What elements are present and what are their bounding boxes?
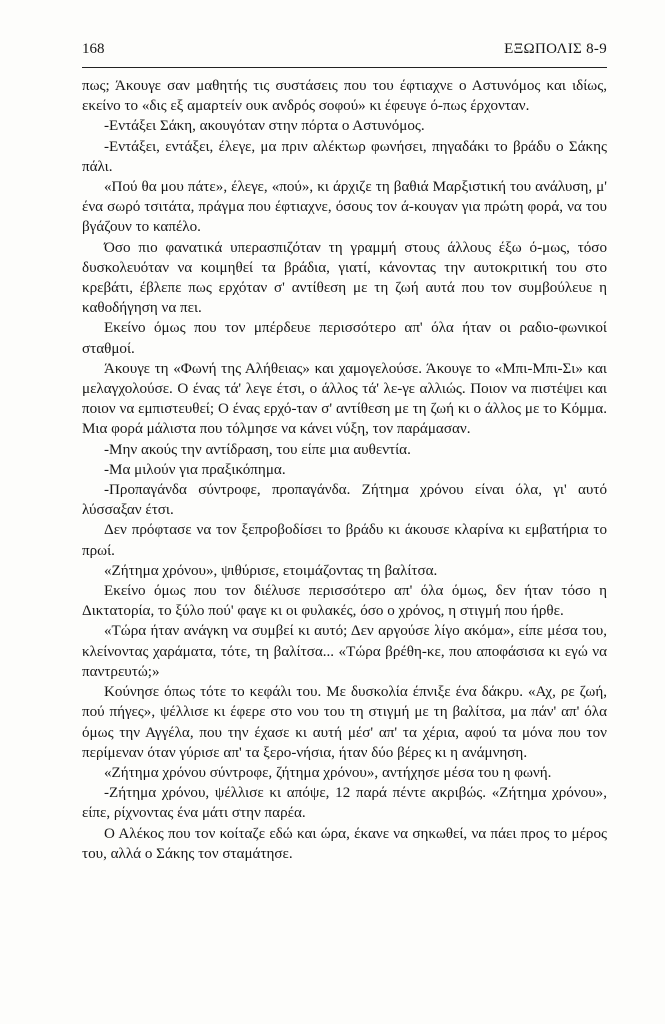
paragraph: «Πού θα μου πάτε», έλεγε, «πού», κι άρχιζε τη βαθιά Μαρξιστική του ανάλυση, μ' ένα σωρό τσιτάτα, πράγμα που έφτιαχνε, όσους τον ά-κουγαν για πρώτη φορά, να του βγάζουν το καπέλο. [82, 179, 607, 236]
paragraph: Άκουγε τη «Φωνή της Αλήθειας» και χαμογελούσε. Άκουγε το «Μπι-Μπι-Σι» και μελαγχολούσε. Ο ένας τά' λεγε έτσι, ο άλλος τά' λε-γε αλλιώς. Ποιον να πιστέψει και ποιον να εμπιστευθεί; Ο ένας ερχό-ταν σ' αντίθεση με τη ζωή κι ο άλλος με το Κόμμα. Μια φορά μάλιστα που τόλμησε να κάνει νύξη, τον παράμασαν. [82, 360, 607, 438]
paragraph: -Προπαγάνδα σύντροφε, προπαγάνδα. Ζήτημα χρόνου είναι όλα, γι' αυτό λύσσαξαν έτσι. [82, 482, 607, 519]
running-header [82, 41, 607, 63]
paragraph: πως; Άκουγε σαν μαθητής τις συστάσεις που του έφτιαχνε ο Αστυνόμος και ιδίως, εκείνο το «δις εξ αμαρτείν ουκ ανδρός σοφού» κι έφευγε ό-πως έρχονταν. [82, 78, 607, 115]
paragraph: Κούνησε όπως τότε το κεφάλι του. Με δυσκολία έπνιξε ένα δάκρυ. «Αχ, ρε ζωή, πού πήγες», ψέλλισε κι έφερε στο νου του τη στιγμή με τη βαλίτσα, μα πάν' απ' όλα όμως την Αγγέλα, που την έχασε κι αυτή μέσ' απ' τα χέρια, αφού τα μόνα που τον περίμεναν όταν γύρισε απ' τα ξερο-νήσια, ήταν δύο βέρες κι η ανάμνηση. [82, 684, 607, 761]
paragraph: Όσο πιο φανατικά υπερασπιζόταν τη γραμμή στους άλλους έξω ό-μως, τόσο δυσκολευόταν να κοιμηθεί τα βράδια, γιατί, κάνοντας την αυτοκριτική του στο κρεβάτι, έβλεπε πως ερχόταν σ' αντίθεση με τη ζωή αυτά που τον συμβούλευε η καθοδήγηση να πει. [82, 239, 607, 317]
paragraph: -Εντάξει, εντάξει, έλεγε, μα πριν αλέκτωρ φωνήσει, πηγαδάκι το βράδυ ο Σάκης πάλι. [82, 138, 607, 175]
paragraph: -Ζήτημα χρόνου, ψέλλισε κι απόψε, 12 παρά πέντε ακριβώς. «Ζήτημα χρόνου», είπε, ρίχνοντας ένα μάτι στην παρέα. [82, 785, 607, 822]
paragraph: -Μα μιλούν για πραξικόπημα. [104, 461, 286, 478]
body-text [82, 76, 607, 864]
paragraph: Εκείνο όμως που τον μπέρδευε περισσότερο απ' όλα ήταν οι ραδιο-φωνικοί σταθμοί. [82, 320, 607, 357]
paragraph: «Ζήτημα χρόνου», ψιθύρισε, ετοιμάζοντας τη βαλίτσα. [104, 562, 438, 579]
page-number: 168 [82, 41, 105, 57]
running-title: ΕΞΩΠΟΛΙΣ 8-9 [504, 41, 607, 57]
paragraph: «Ζήτημα χρόνου σύντροφε, ζήτημα χρόνου», αντήχησε μέσα του η φωνή. [104, 764, 552, 781]
paragraph: Ο Αλέκος που τον κοίταζε εδώ και ώρα, έκανε να σηκωθεί, να πάει προς το μέρος του, αλλά ο Σάκης τον σταμάτησε. [82, 825, 607, 862]
paragraph: «Τώρα ήταν ανάγκη να συμβεί κι αυτό; Δεν αργούσε λίγο ακόμα», είπε μέσα του, κλείνοντας χαράματα, τότε, τη βαλίτσα... «Τώρα βρέθη-κε, που αποφάσισα κι εγώ να παντρευτώ;» [82, 623, 607, 680]
paragraph: -Εντάξει Σάκη, ακουγόταν στην πόρτα ο Αστυνόμος. [104, 118, 425, 135]
header-rule [82, 67, 607, 68]
paragraph: -Μην ακούς την αντίδραση, του είπε μια αυθεντία. [104, 441, 411, 458]
paragraph: Εκείνο όμως που τον διέλυσε περισσότερο απ' όλα όμως, δεν ήταν τόσο η Δικτατορία, το ξύλο πού' φαγε κι οι φυλακές, όσο ο χρόνος, η στιγμή που ήρθε. [82, 583, 607, 620]
paragraph: Δεν πρόφτασε να τον ξεπροβοδίσει το βράδυ κι άκουσε κλαρίνα κι εμβατήρια το πρωί. [82, 522, 607, 559]
